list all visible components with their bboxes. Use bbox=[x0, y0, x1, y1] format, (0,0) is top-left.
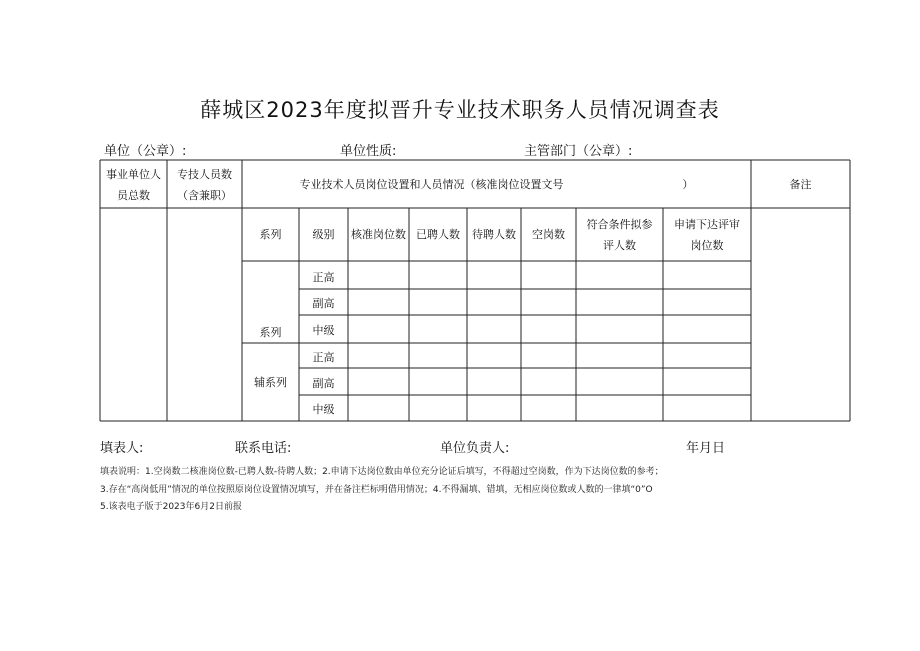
instruction-note: 5.该表电子版于2023年6月2日前报 bbox=[100, 502, 242, 512]
group-aux-series-label: 辅系列 bbox=[254, 376, 287, 389]
subheader-apply-posts: 申请下达评审岗位数 bbox=[674, 217, 740, 252]
level-label: 副高 bbox=[312, 296, 335, 310]
header-total-staff: 事业单位人员总数 bbox=[106, 168, 161, 202]
level-label: 副高 bbox=[312, 376, 335, 390]
header-remark: 备注 bbox=[789, 177, 812, 191]
dept-seal-label: 主管部门（公章）: bbox=[524, 144, 633, 159]
leader-label: 单位负责人: bbox=[440, 441, 510, 456]
level-label: 正高 bbox=[312, 350, 335, 364]
subheader-approved-posts: 核准岗位数 bbox=[351, 228, 406, 241]
page-title: 薛城区2023年度拟晋升专业技术职务人员情况调查表 bbox=[200, 98, 720, 122]
level-label: 中级 bbox=[312, 324, 335, 337]
instruction-note: 填表说明：1.空岗数二核准岗位数-已聘人数-待聘人数；2.申请下达岗位数由单位充分论证后填写，不得超过空岗数，作为下达岗位数的参考； bbox=[100, 467, 664, 477]
level-label: 正高 bbox=[312, 270, 335, 284]
subheader-waiting: 待聘人数 bbox=[472, 228, 516, 241]
group-series-label: 系列 bbox=[259, 326, 282, 339]
date-label: 年月日 bbox=[686, 441, 726, 456]
instruction-note: 3.存在“高岗低用”情况的单位按照原岗位设置情况填写，并在备注栏标明借用情况；4.不得漏填、错填，无相应岗位数或人数的一律填“0”O bbox=[100, 485, 653, 495]
subheader-eligible: 符合条件拟参评人数 bbox=[586, 217, 653, 252]
subheader-vacant: 空岗数 bbox=[532, 228, 565, 241]
header-tech-staff: 专技人员数（含兼职） bbox=[177, 168, 232, 202]
unit-nature-label: 单位性质: bbox=[340, 144, 397, 159]
subheader-hired: 已聘人数 bbox=[416, 228, 460, 241]
subheader-level: 级别 bbox=[312, 228, 335, 241]
subheader-series: 系列 bbox=[259, 228, 282, 241]
header-post-setup: 专业技术人员岗位设置和人员情况（核准岗位设置文号 ） bbox=[299, 177, 694, 191]
filler-label: 填表人: bbox=[100, 441, 144, 456]
unit-seal-label: 单位（公章）: bbox=[104, 144, 187, 159]
level-label: 中级 bbox=[312, 403, 335, 416]
phone-label: 联系电话: bbox=[235, 441, 292, 456]
